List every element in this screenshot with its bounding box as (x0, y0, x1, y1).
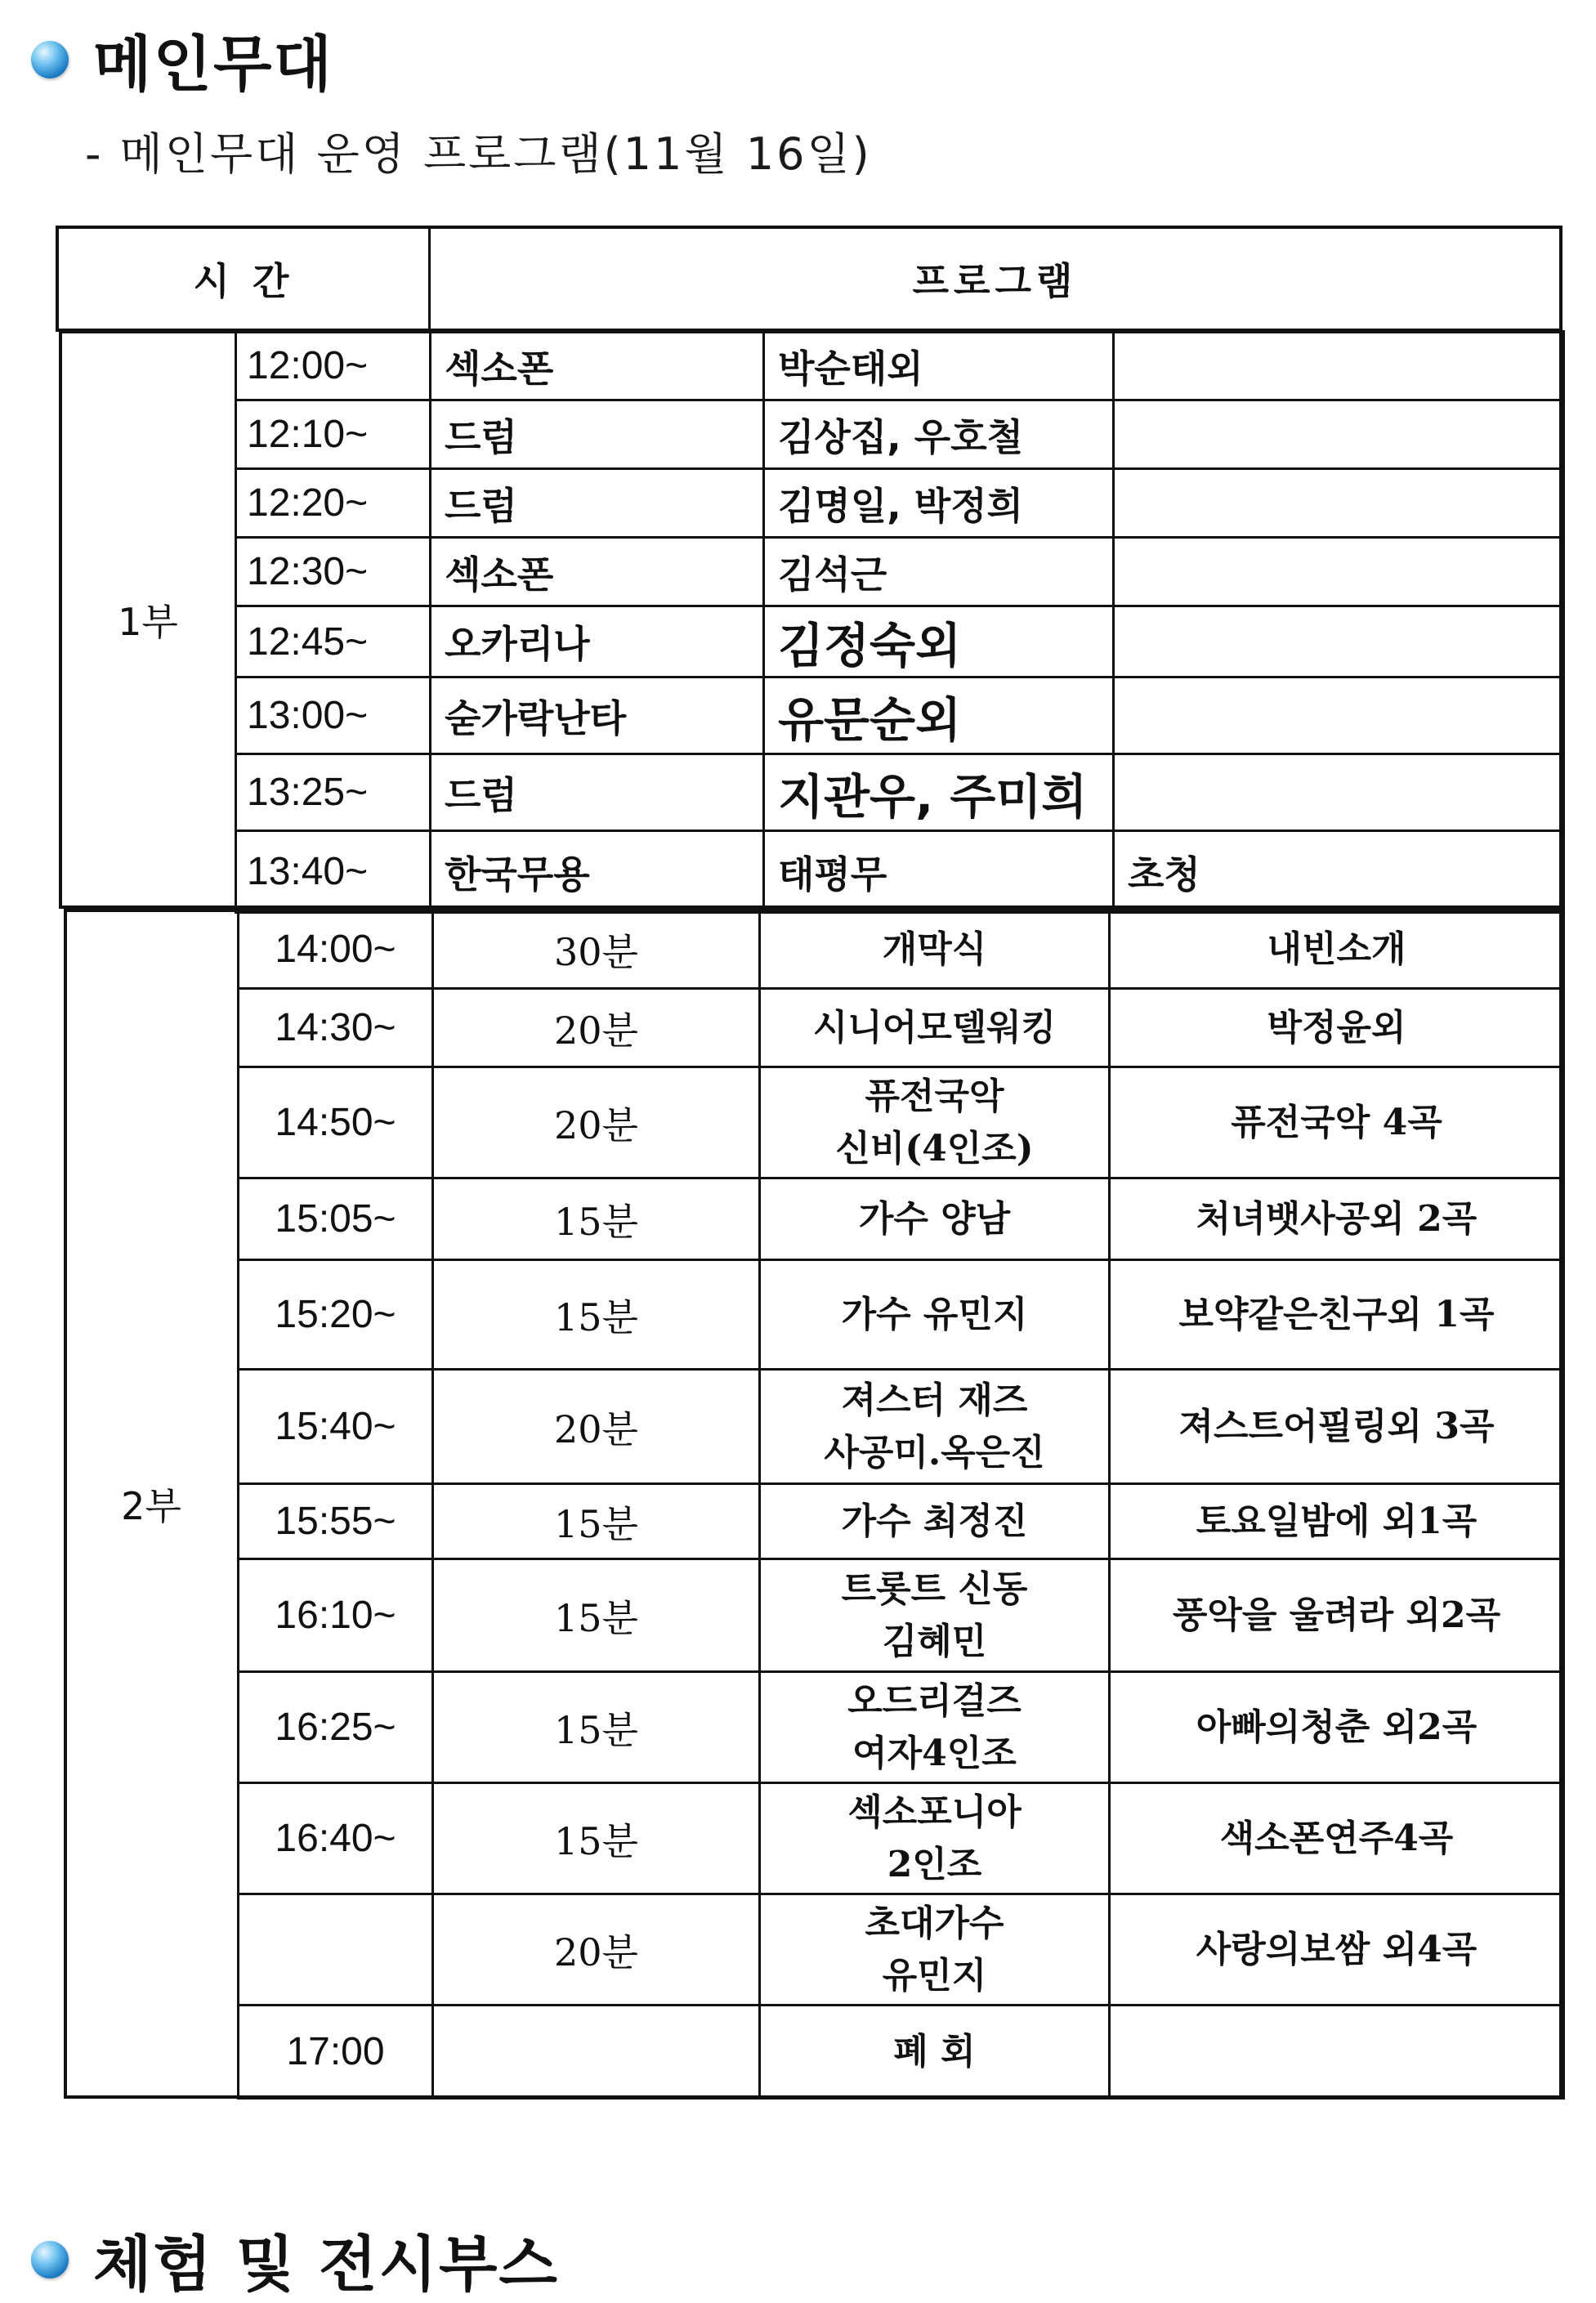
duration-cell: 15분 (433, 1178, 760, 1260)
duration-cell: 20분 (433, 1067, 760, 1178)
table-row (239, 1559, 1564, 1672)
table-row (239, 1783, 1564, 1894)
note-cell: 색소폰연주4곡 (1110, 1783, 1564, 1894)
time-cell: 17:00 (239, 2006, 433, 2099)
main-stage-heading (31, 16, 333, 103)
program-line: 유민지 (882, 1954, 987, 1997)
performer-cell: 유문순외 (764, 677, 1114, 754)
note-cell (1114, 538, 1564, 606)
time-cell: 15:20~ (239, 1260, 433, 1370)
part2-table (237, 909, 1565, 2100)
program-line: 트롯트 신동 (841, 1567, 1028, 1610)
program-cell (760, 1484, 1110, 1559)
table-row (239, 1067, 1564, 1178)
genre-cell: 숟가락난타 (431, 677, 764, 754)
note-cell (1110, 2006, 1564, 2099)
program-line: 초대가수 (865, 1902, 1004, 1944)
time-cell: 14:50~ (239, 1067, 433, 1178)
program-line: 가수 양남 (858, 1197, 1011, 1240)
time-cell (239, 1894, 433, 2006)
note-cell (1114, 606, 1564, 677)
program-cell (760, 1370, 1110, 1484)
performer-cell: 태평무 (764, 831, 1114, 913)
program-line: 가수 최정진 (841, 1500, 1028, 1542)
note-cell: 내빈소개 (1110, 910, 1564, 989)
performer-cell: 김상집, 우호철 (764, 400, 1114, 469)
note-cell: 퓨전국악 4곡 (1110, 1067, 1564, 1178)
performer-cell: 김명일, 박정희 (764, 469, 1114, 538)
table-row (239, 1672, 1564, 1783)
table-row (239, 1370, 1564, 1484)
time-cell: 15:40~ (239, 1370, 433, 1484)
time-cell: 13:25~ (236, 754, 431, 831)
genre-cell: 섹소폰 (431, 332, 764, 400)
program-line: 여자4인조 (852, 1732, 1017, 1774)
note-cell (1114, 400, 1564, 469)
table-row (239, 1894, 1564, 2006)
blue-orb-bullet-icon (31, 41, 69, 78)
table-row (236, 469, 1564, 538)
duration-cell: 30분 (433, 910, 760, 989)
experience-booth-title: 체험 및 전시부스 (93, 2229, 559, 2300)
performer-cell: 김석근 (764, 538, 1114, 606)
program-line: 섹소포니아 (847, 1791, 1022, 1833)
program-cell (760, 1178, 1110, 1260)
duration-cell: 15분 (433, 1672, 760, 1783)
time-cell: 16:10~ (239, 1559, 433, 1672)
note-cell: 토요일밤에 외1곡 (1110, 1484, 1564, 1559)
program-line: 퓨전국악 (865, 1075, 1004, 1117)
performer-cell: 지관우, 주미희 (764, 754, 1114, 831)
genre-cell: 한국무용 (431, 831, 764, 913)
table-row (239, 910, 1564, 989)
genre-cell: 드럼 (431, 400, 764, 469)
genre-cell: 드럼 (431, 469, 764, 538)
program-cell (760, 1559, 1110, 1672)
note-cell: 박정윤외 (1110, 989, 1564, 1067)
program-cell (760, 1894, 1110, 2006)
time-cell: 12:45~ (236, 606, 431, 677)
program-cell (760, 1672, 1110, 1783)
duration-cell: 20분 (433, 1370, 760, 1484)
table-row (236, 754, 1564, 831)
note-cell: 아빠의청춘 외2곡 (1110, 1672, 1564, 1783)
duration-cell (433, 2006, 760, 2099)
note-cell (1114, 754, 1564, 831)
program-cell (760, 1067, 1110, 1178)
table-row (236, 606, 1564, 677)
time-cell: 12:00~ (236, 332, 431, 400)
program-line: 사공미.옥은진 (824, 1431, 1045, 1473)
duration-cell: 15분 (433, 1484, 760, 1559)
table-row (239, 1260, 1564, 1370)
duration-cell: 15분 (433, 1559, 760, 1672)
table-row (239, 1178, 1564, 1260)
blue-orb-bullet-icon (31, 2241, 69, 2278)
time-column-header: 시 간 (59, 229, 431, 329)
note-cell: 풍악을 울려라 외2곡 (1110, 1559, 1564, 1672)
note-cell (1114, 469, 1564, 538)
time-cell: 15:05~ (239, 1178, 433, 1260)
program-line: 김혜민 (882, 1620, 987, 1662)
time-cell: 14:30~ (239, 989, 433, 1067)
performer-cell: 박순태외 (764, 332, 1114, 400)
program-cell (760, 1783, 1110, 1894)
table-row (236, 400, 1564, 469)
time-cell: 15:55~ (239, 1484, 433, 1559)
genre-cell: 섹소폰 (431, 538, 764, 606)
time-cell: 12:30~ (236, 538, 431, 606)
table-row (236, 677, 1564, 754)
note-cell: 져스트어필링외 3곡 (1110, 1370, 1564, 1484)
table-row (239, 2006, 1564, 2099)
program-cell (760, 989, 1110, 1067)
time-cell: 14:00~ (239, 910, 433, 989)
note-cell (1114, 677, 1564, 754)
experience-booth-heading (31, 2216, 559, 2303)
part1-label: 1부 (118, 600, 178, 644)
program-line: 신비(4인조) (835, 1127, 1034, 1169)
table-row (236, 831, 1564, 913)
duration-cell: 15분 (433, 1783, 760, 1894)
program-cell (760, 910, 1110, 989)
program-line: 가수 유민지 (841, 1293, 1028, 1335)
note-cell: 초청 (1114, 831, 1564, 913)
note-cell: 사랑의보쌈 외4곡 (1110, 1894, 1564, 2006)
time-cell: 16:25~ (239, 1672, 433, 1783)
performer-cell: 김정숙외 (764, 606, 1114, 677)
table-row (236, 332, 1564, 400)
table-row (239, 989, 1564, 1067)
program-line: 시니어모델워킹 (812, 1006, 1057, 1049)
program-cell (760, 1260, 1110, 1370)
program-cell (760, 2006, 1110, 2099)
table-row (236, 538, 1564, 606)
note-cell: 보약같은친구외 1곡 (1110, 1260, 1564, 1370)
program-line: 져스터 재즈 (841, 1379, 1028, 1421)
time-cell: 16:40~ (239, 1783, 433, 1894)
time-cell: 13:40~ (236, 831, 431, 913)
table-header (56, 226, 1562, 332)
duration-cell: 20분 (433, 1894, 760, 2006)
duration-cell: 20분 (433, 989, 760, 1067)
time-cell: 12:20~ (236, 469, 431, 538)
part2-label: 2부 (121, 1484, 181, 1528)
program-line: 오드리걸즈 (847, 1679, 1022, 1722)
program-line: 개막식 (882, 928, 987, 970)
program-line: 2인조 (887, 1843, 982, 1885)
program-line: 폐 회 (893, 2030, 976, 2073)
duration-cell: 15분 (433, 1260, 760, 1370)
schedule-subtitle: - 메인무대 운영 프로그램(11월 16일) (85, 128, 872, 180)
note-cell: 처녀뱃사공외 2곡 (1110, 1178, 1564, 1260)
time-cell: 12:10~ (236, 400, 431, 469)
note-cell (1114, 332, 1564, 400)
table-row (239, 1484, 1564, 1559)
time-cell: 13:00~ (236, 677, 431, 754)
genre-cell: 드럼 (431, 754, 764, 831)
program-column-header: 프로그램 (912, 259, 1078, 303)
part1-table (235, 330, 1565, 914)
genre-cell: 오카리나 (431, 606, 764, 677)
main-stage-title: 메인무대 (93, 29, 333, 100)
